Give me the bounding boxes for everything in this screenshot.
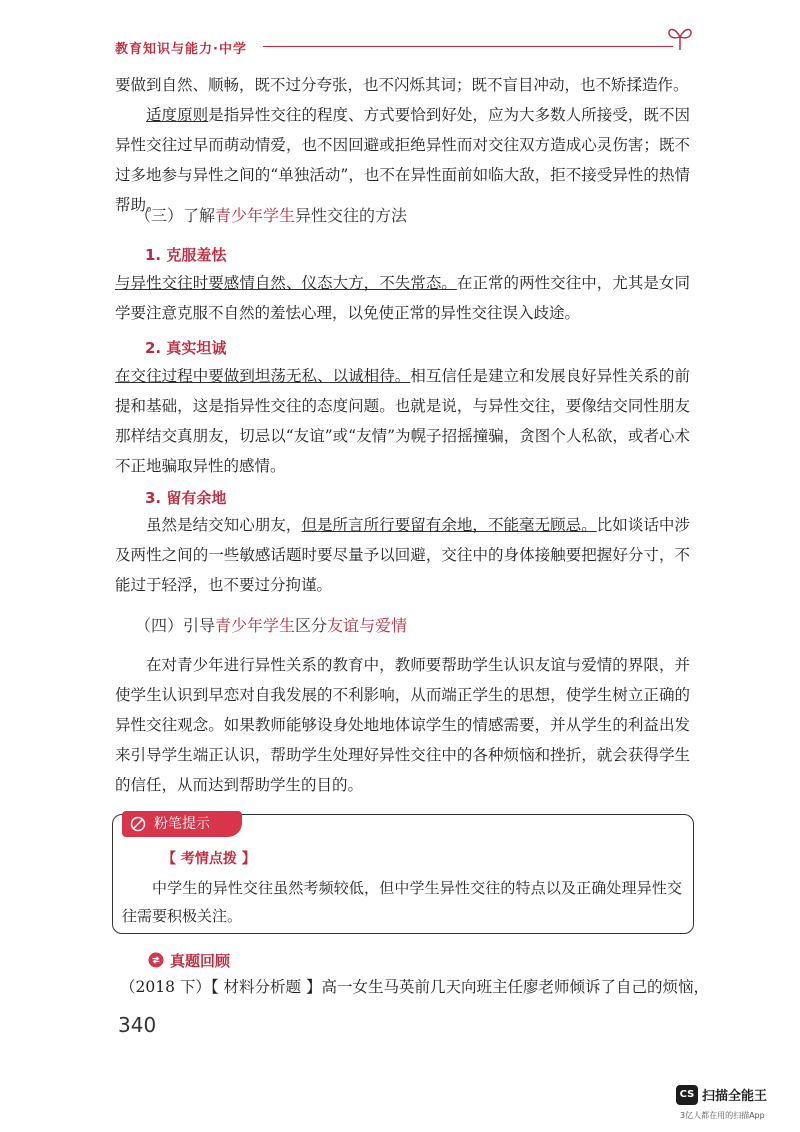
subsection-2-body bbox=[115, 361, 690, 481]
page-header bbox=[105, 30, 695, 60]
subsection-2-key: 在交往过程中要做到坦荡无私、以诚相待。 bbox=[115, 367, 411, 385]
header-rule bbox=[263, 46, 673, 47]
subsection-3-body bbox=[115, 510, 690, 600]
sprout-icon bbox=[665, 22, 695, 52]
section-3-suffix: 异性交往的方法 bbox=[295, 206, 408, 225]
subsection-2-title: 2. 真实坦诚 bbox=[145, 339, 227, 357]
no-sign-icon bbox=[130, 816, 146, 832]
body-block-1 bbox=[115, 70, 690, 220]
subsection-1-key: 与异性交往时要感情自然、仪态大方，不失常态。 bbox=[115, 274, 457, 292]
section-4-title bbox=[135, 613, 407, 636]
subsection-2-text: 相互信任是建立和发展良好异性关系的前提和基础，这是指异性交往的态度问题。也就是说，与异性交往，要像结交同性朋友那样结交真朋友，切忌以“友谊”或“友情”为幌子招摇撞骗，贪图个人私欲，或者心术不正地骗取异性的感情。 bbox=[115, 367, 690, 475]
moderation-term: 适度原则 bbox=[146, 106, 209, 124]
section-3-highlight: 青少年学生 bbox=[215, 206, 296, 225]
subsection-2-paragraph bbox=[115, 361, 690, 481]
review-icon bbox=[148, 952, 164, 968]
section-4-mid: 区分 bbox=[295, 616, 328, 635]
section-4-highlight-2: 友谊与爱情 bbox=[327, 616, 408, 635]
paragraph-moderation bbox=[115, 100, 690, 220]
section-3-prefix: （三）了解 bbox=[135, 206, 216, 225]
tip-label-text: 粉笔提示 bbox=[154, 816, 210, 832]
camscanner-tagline: 3亿人都在用的扫描App bbox=[680, 1111, 765, 1120]
tip-subheading: 【 考情点拨 】 bbox=[162, 851, 256, 867]
review-text: （2018 下）【 材料分析题 】高一女生马英前几天向班主任廖老师倾诉了自己的烦恼， bbox=[120, 978, 709, 996]
header-title: 教育知识与能力·中学 bbox=[115, 42, 247, 57]
page-number: 340 bbox=[118, 1013, 157, 1037]
tip-text bbox=[122, 874, 682, 930]
tip-paragraph: 中学生的异性交往虽然考频较低，但中学生异性交往的特点以及正确处理异性交往需要积极关注。 bbox=[122, 879, 682, 925]
section-4-prefix: （四）引导 bbox=[135, 616, 216, 635]
section-4-paragraph: 在对青少年进行异性关系的教育中，教师要帮助学生认识友谊与爱情的界限，并使学生认识到早恋对自我发展的不利影响，从而端正学生的思想，使学生树立正确的异性交往观念。如果教师能够设身处地地体谅学生的情感需要，并从学生的利益出发来引导学生端正认识，帮助学生处理好异性交往中的各种烦恼和挫折，就会获得学生的信任，从而达到帮助学生的目的。 bbox=[115, 656, 690, 794]
subsection-3-text: 比如谈话中涉及两性之间的一些敏感话题时要尽量予以回避，交往中的身体接触要把握好分寸，不能过于轻浮，也不要过分拘谨。 bbox=[115, 516, 690, 594]
subsection-1-body bbox=[115, 268, 690, 328]
section-4-highlight: 青少年学生 bbox=[215, 616, 296, 635]
review-heading: 真题回顾 bbox=[170, 952, 231, 970]
subsection-3-paragraph bbox=[115, 510, 690, 600]
section-3-title bbox=[135, 203, 407, 226]
moderation-text: 是指异性交往的程度、方式要恰到好处，应为大多数人所接受，既不因异性交往过早而萌动情爱，也不因回避或拒绝异性而对交往双方造成心灵伤害；既不过多地参与异性之间的“单独活动”，也不在异性面前如临大敌，拒不接受异性的热情帮助。 bbox=[115, 106, 690, 214]
subsection-3-key: 但是所言所行要留有余地，不能毫无顾忌。 bbox=[301, 516, 597, 534]
camscanner-logo: CS bbox=[676, 1085, 698, 1105]
subsection-1-title: 1. 克服羞怯 bbox=[145, 246, 227, 264]
section-4-body bbox=[115, 650, 690, 800]
tip-label bbox=[122, 811, 242, 837]
subsection-1-paragraph bbox=[115, 268, 690, 328]
subsection-3-lead: 虽然是结交知心朋友， bbox=[146, 516, 302, 534]
subsection-3-title: 3. 留有余地 bbox=[145, 489, 227, 507]
paragraph-continued: 要做到自然、顺畅，既不过分夸张，也不闪烁其词；既不盲目冲动，也不矫揉造作。 bbox=[115, 76, 689, 94]
subsection-1-text: 在正常的两性交往中，尤其是女同学要注意克服不自然的羞怯心理，以免使正常的异性交往误入歧途。 bbox=[115, 274, 690, 322]
camscanner-name: 扫描全能王 bbox=[702, 1089, 768, 1104]
